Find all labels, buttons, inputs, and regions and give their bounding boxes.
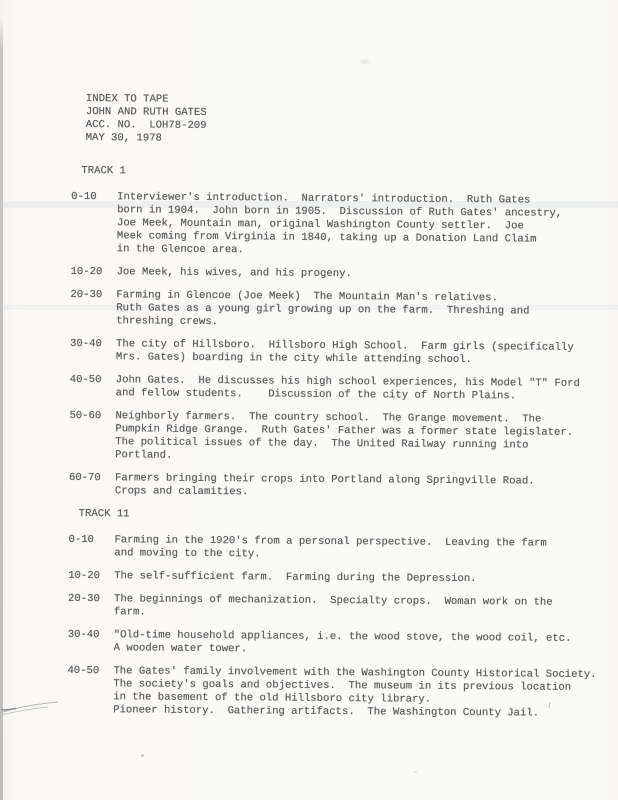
track-section-2 <box>0 507 615 721</box>
track-heading: TRACK 11 <box>78 507 130 521</box>
index-entry <box>0 664 613 721</box>
entry-timecode: 40-50 <box>69 373 102 387</box>
entry-description: The city of Hillsboro. Hillsboro High School. Farm girls (specifically Mrs. Gates) boarding in the city while attending school. <box>115 338 574 367</box>
entry-timecode: 10-20 <box>70 265 103 279</box>
entry-description: Joe Meek, his wives, and his progeny. <box>116 266 352 281</box>
index-entry <box>0 628 614 659</box>
index-entry <box>0 533 615 564</box>
index-entry <box>0 265 617 283</box>
entry-timecode: 60-70 <box>68 471 101 485</box>
entry-timecode: 20-30 <box>67 592 100 606</box>
entry-timecode: 10-20 <box>68 569 101 583</box>
entry-description: Farmers bringing their crops into Portland along Springville Road. Crops and calamities. <box>114 472 535 499</box>
entry-description: The Gates' family involvement with the Washington County Historical Society. The society's goals and objectives. The museum in its previous location in the basement of the old Hillsboro city library. Pioneer history. Gathering artifacts. The Washington County Jail. <box>113 665 597 720</box>
entry-description: "Old-time household appliances, i.e. the wood stove, the wood coil, etc. A wooden water tower. <box>113 629 572 656</box>
index-entry <box>0 592 614 623</box>
index-entry <box>0 190 617 260</box>
paper-smudge <box>358 58 371 65</box>
entry-description: Farming in the 1920's from a personal perspective. Leaving the farm and moving to the city. <box>114 534 547 561</box>
index-entry <box>0 409 615 466</box>
doc-header <box>0 92 618 149</box>
doc-header-line-title: INDEX TO TAPE <box>85 93 169 106</box>
index-entry <box>0 288 616 332</box>
entry-description: Interviewer's introduction. Narrators' introduction. Ruth Gates born in 1904. John born in 1905. Discussion of Ruth Gates' ancestry, Joe Meek, Mountain man, original Washington County settler. Joe Meek coming from Virginia in 1840, taking up a Donation Land Claim in the Glencoe area. <box>116 191 563 257</box>
index-entry <box>0 471 615 502</box>
typed-content <box>0 92 618 731</box>
entry-timecode: 30-40 <box>69 337 102 351</box>
track-heading: TRACK 1 <box>81 164 126 178</box>
index-entry <box>0 569 614 587</box>
entry-timecode: 0-10 <box>68 533 94 547</box>
doc-header-line-date: MAY 30, 1978 <box>85 132 162 145</box>
entry-timecode: 50-60 <box>69 409 102 423</box>
index-entry <box>0 373 616 404</box>
entry-timecode: 20-30 <box>70 288 103 302</box>
entry-description: Farming in Glencoe (Joe Meek) The Mountain Man's relatives. Ruth Gates as a young girl growing up on the farm. Threshing and threshing crews. <box>116 289 530 329</box>
entry-description: The self-sufficient farm. Farming during the Depression. <box>114 570 477 586</box>
track-section-1 <box>0 164 617 502</box>
doc-header-line-names: JOHN AND RUTH GATES <box>85 106 207 119</box>
doc-header-line-accession: ACC. NO. LOH78-209 <box>85 119 207 132</box>
entry-timecode: 0-10 <box>71 190 97 204</box>
paper-speck <box>141 754 144 757</box>
paper-speck <box>413 771 417 773</box>
pencil-mark <box>0 697 62 719</box>
entry-description: John Gates. He discusses his high school experiences, his Model "T" Ford and fellow students. Discussion of the city of North Plains. <box>115 374 580 403</box>
entry-description: Neighborly farmers. The country school. The Grange movement. The Pumpkin Ridge Grange. Ruth Gates' Father was a former state legislater. The political issues of the day. The United Railway running into Portland. <box>115 410 574 462</box>
entry-timecode: 40-50 <box>67 664 100 678</box>
entry-timecode: 30-40 <box>67 628 100 642</box>
entry-description: The beginnings of mechanization. Specialty crops. Woman work on the farm. <box>113 593 553 619</box>
index-entry <box>0 337 616 368</box>
